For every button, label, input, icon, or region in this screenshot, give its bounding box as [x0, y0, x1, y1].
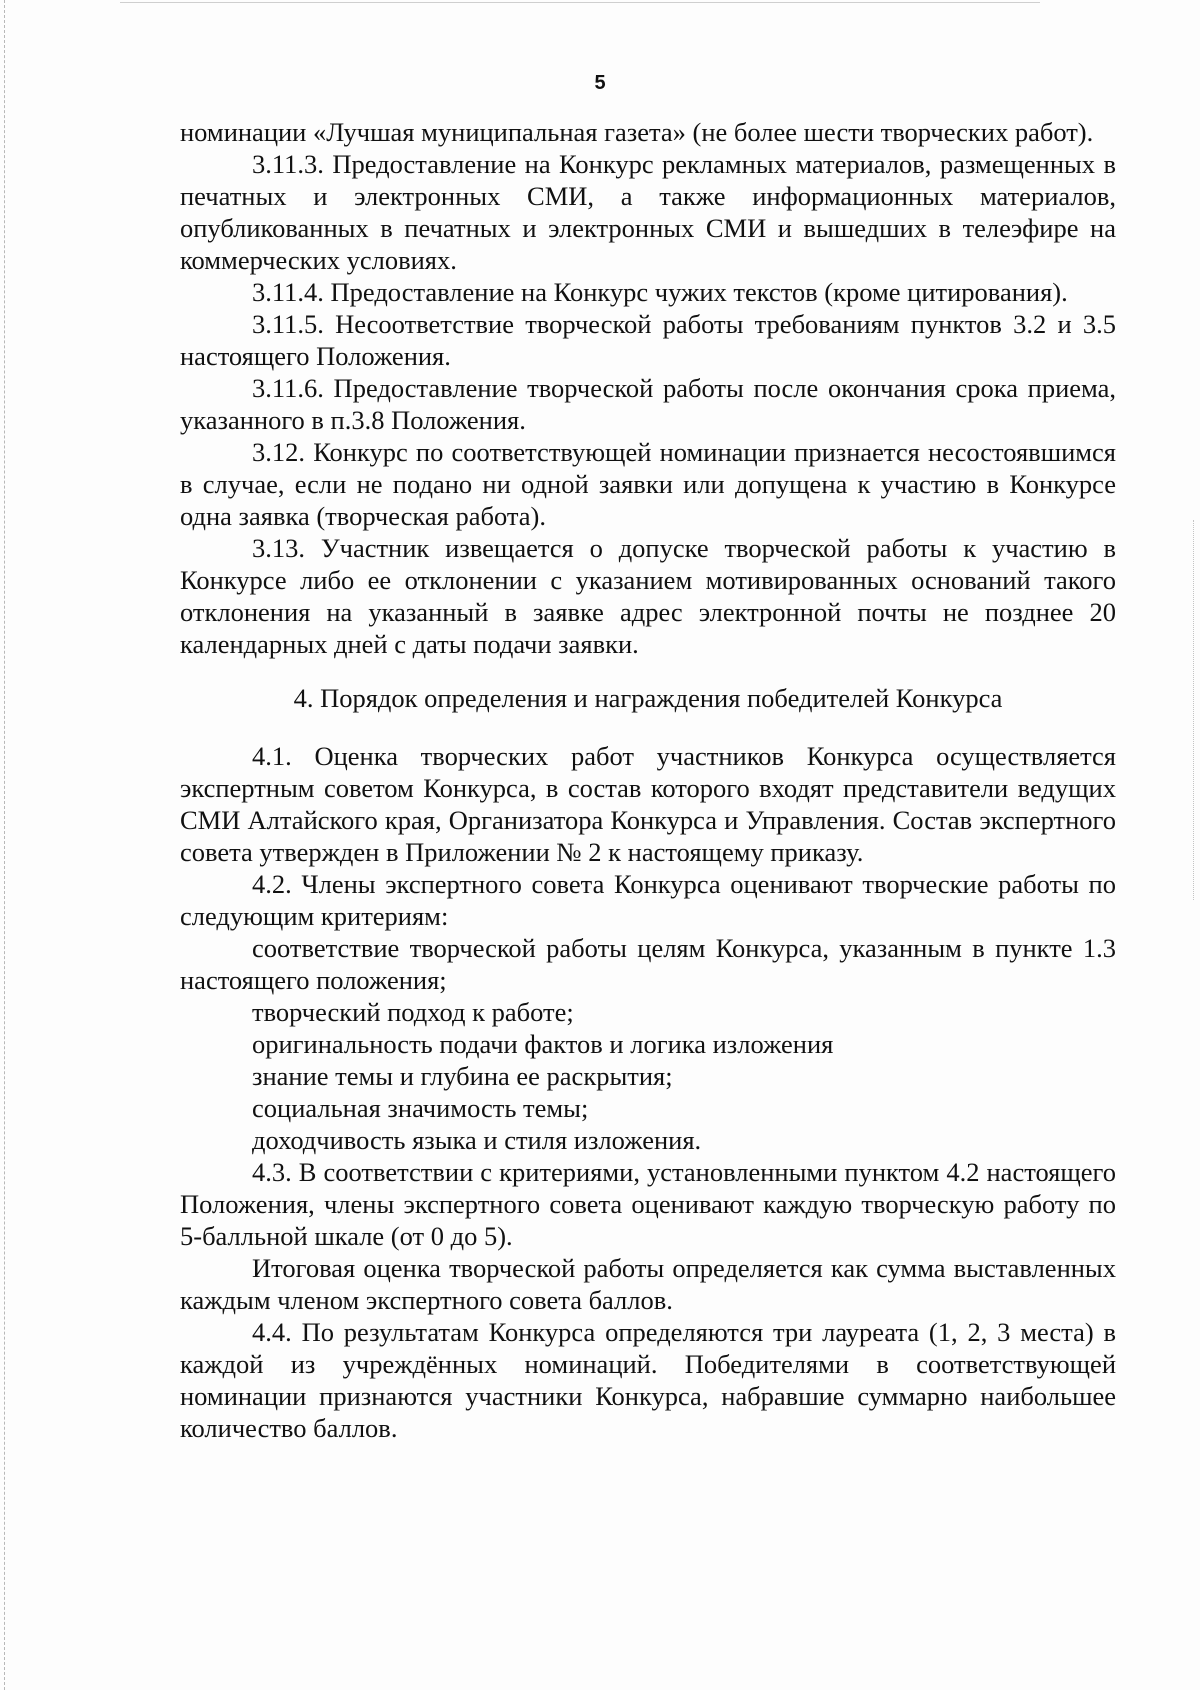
paragraph-continuation: номинации «Лучшая муниципальная газета» (не более шести творческих работ).: [180, 117, 1094, 147]
page-number: 5: [594, 72, 606, 94]
paragraph-4-3: 4.3. В соответствии с критериями, установленными пунктом 4.2 настоящего Положения, члены экспертного совета оценивают каждую творческую работу по 5-балльной шкале (от 0 до 5).: [180, 1157, 1116, 1251]
paragraph-3-11-6: 3.11.6. Предоставление творческой работы после окончания срока приема, указанного в п.3.8 Положения.: [180, 373, 1116, 435]
section-heading-4: 4. Порядок определения и награждения победителей Конкурса: [293, 683, 1003, 713]
paragraph-3-12: 3.12. Конкурс по соответствующей номинации признается несостоявшимся в случае, если не подано ни одной заявки или допущена к участию в Конкурсе одна заявка (творческая работа).: [180, 437, 1116, 531]
paragraph-4-4: 4.4. По результатам Конкурса определяются три лауреата (1, 2, 3 места) в каждой из учреждённых номинаций. Победителями в соответствующей номинации признаются участники Конкурса, набравшие суммарно наибольшее количество баллов.: [180, 1317, 1116, 1443]
criterion-item: соответствие творческой работы целям Конкурса, указанным в пункте 1.3 настоящего положения;: [180, 933, 1116, 995]
scan-edge-left: [4, 0, 5, 1690]
paragraph-final-score: Итоговая оценка творческой работы определяется как сумма выставленных каждым членом экспертного совета баллов.: [180, 1253, 1116, 1315]
paragraph-3-13: 3.13. Участник извещается о допуске творческой работы к участию в Конкурсе либо ее отклонении с указанием мотивированных оснований такого отклонения на указанный в заявке адрес электронной почты не позднее 20 календарных дней с даты подачи заявки.: [180, 533, 1116, 659]
paragraph-3-11-4: 3.11.4. Предоставление на Конкурс чужих текстов (кроме цитирования).: [252, 277, 1068, 307]
paragraph-4-2: 4.2. Члены экспертного совета Конкурса оценивают творческие работы по следующим критериям:: [180, 869, 1116, 931]
criterion-item: знание темы и глубина ее раскрытия;: [252, 1061, 673, 1091]
criterion-item: доходчивость языка и стиля изложения.: [252, 1125, 702, 1155]
scan-edge-top: [120, 2, 1040, 3]
criterion-item: творческий подход к работе;: [252, 997, 574, 1027]
paragraph-3-11-5: 3.11.5. Несоответствие творческой работы требованиям пунктов 3.2 и 3.5 настоящего Положения.: [180, 309, 1116, 371]
document-body: [180, 116, 1116, 1444]
paragraph-4-1: 4.1. Оценка творческих работ участников Конкурса осуществляется экспертным советом Конкурса, в состав которого входят представители ведущих СМИ Алтайского края, Организатора Конкурса и Управления. Состав экспертного совета утвержден в Приложении № 2 к настоящему приказу.: [180, 741, 1116, 867]
paragraph-3-11-3: 3.11.3. Предоставление на Конкурс рекламных материалов, размещенных в печатных и электронных СМИ, а также информационных материалов, опубликованных в печатных и электронных СМИ и вышедших в телеэфире на коммерческих условиях.: [180, 149, 1116, 275]
criterion-item: оригинальность подачи фактов и логика изложения: [252, 1029, 834, 1059]
criterion-item: социальная значимость темы;: [252, 1093, 589, 1123]
scan-edge-right: [1193, 520, 1194, 900]
